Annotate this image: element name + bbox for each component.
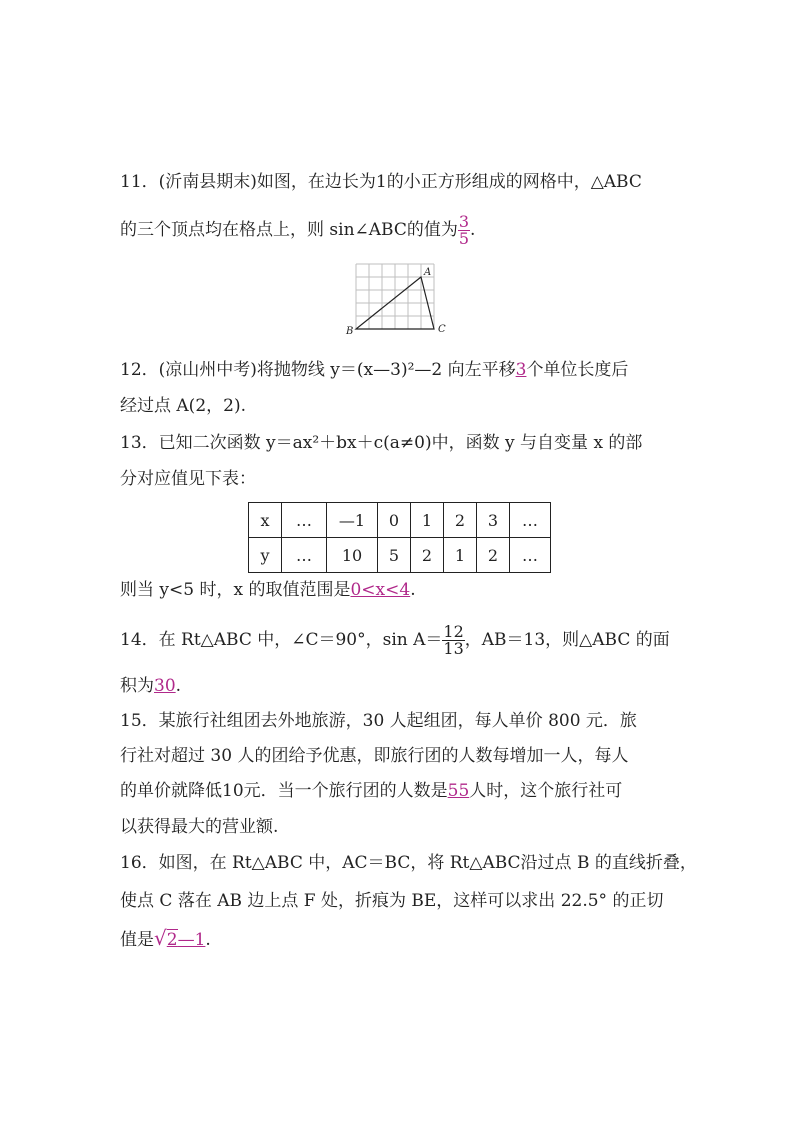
q15-line1: 15．某旅行社组团去外地旅游，30 人起组团，每人单价 800 元．旅 xyxy=(120,711,637,731)
table-cell: 1 xyxy=(411,503,444,538)
table-cell: —1 xyxy=(327,503,378,538)
q12-line1 xyxy=(120,358,628,382)
q14-fraction-numerator: 12 xyxy=(443,622,464,641)
label-a: A xyxy=(424,267,432,278)
q11-grid-figure xyxy=(340,258,450,342)
q12-answer: 3 xyxy=(515,360,527,380)
q12-line1-tail: 个单位长度后 xyxy=(526,360,629,380)
q15-line2: 行社对超过 30 人的团给予优惠，即旅行团的人数每增加一人，每人 xyxy=(120,746,629,766)
q15-line4: 以获得最大的营业额. xyxy=(120,817,279,837)
label-b: B xyxy=(346,326,354,337)
q11-answer-denominator: 5 xyxy=(458,229,470,248)
table-cell: 5 xyxy=(378,538,411,573)
q13-line2: 分对应值见下表： xyxy=(120,469,256,489)
q13-answer: 0<x<4 xyxy=(350,580,411,600)
q14-answer: 30 xyxy=(154,676,176,696)
table-cell: … xyxy=(282,538,327,573)
q16-period: . xyxy=(205,930,211,950)
table-cell: y xyxy=(249,538,282,573)
q14-sin-fraction xyxy=(442,624,464,657)
q14-period: . xyxy=(175,676,182,696)
table-row xyxy=(249,538,551,573)
q11-answer-numerator: 3 xyxy=(458,212,470,231)
q14-line2-text: 积为 xyxy=(120,676,154,696)
q12-line2: 经过点 A(2，2). xyxy=(120,396,246,416)
q15-line3-text: 的单价就降低10元．当一个旅行团的人数是 xyxy=(120,781,448,801)
q16-answer-radicand: 2 xyxy=(166,930,178,950)
q13-period: . xyxy=(410,580,416,600)
q12-line1-text: 12．(凉山州中考)将抛物线 y＝(x—3)²—2 向左平移 xyxy=(120,360,516,380)
q11-line1: 11．(沂南县期末)如图，在边长为1的小正方形组成的网格中，△ABC xyxy=(120,172,642,192)
q15-answer: 55 xyxy=(447,781,470,801)
q11-line2-text: 的三个顶点均在格点上，则 sin∠ABC的值为 xyxy=(120,220,458,240)
table-cell: 0 xyxy=(378,503,411,538)
table-cell: x xyxy=(249,503,282,538)
q14-fraction-denominator: 13 xyxy=(443,639,464,658)
q13-line3 xyxy=(120,578,416,602)
table-row xyxy=(249,503,551,538)
q14-line1-tail: ，AB＝13，则△ABC 的面 xyxy=(464,630,670,650)
label-c: C xyxy=(438,324,446,335)
table-cell: 2 xyxy=(477,538,510,573)
table-cell: 2 xyxy=(444,503,477,538)
q16-answer-rest: —1 xyxy=(177,930,206,950)
q13-line3-text: 则当 y<5 时，x 的取值范围是 xyxy=(120,580,351,600)
q11-answer-fraction xyxy=(458,214,470,247)
q13-line1: 13．已知二次函数 y＝ax²＋bx＋c(a≠0)中，函数 y 与自变量 x 的部 xyxy=(120,433,643,453)
q14-line1-text: 14．在 Rt△ABC 中，∠C＝90°，sin A＝ xyxy=(120,630,443,650)
table-cell: 3 xyxy=(477,503,510,538)
q11-period: . xyxy=(470,220,476,240)
q16-line1: 16．如图，在 Rt△ABC 中，AC＝BC，将 Rt△ABC沿过点 B 的直线折叠， xyxy=(120,853,697,873)
q15-line3-tail: 人时，这个旅行社可 xyxy=(469,781,623,801)
table-cell: … xyxy=(510,503,551,538)
q13-value-table xyxy=(248,502,551,573)
q11-line2 xyxy=(120,214,475,247)
table-cell: 10 xyxy=(327,538,378,573)
q16-line3 xyxy=(120,926,211,952)
q14-line1 xyxy=(120,624,670,657)
sqrt-icon: √ xyxy=(154,926,167,950)
table-cell: … xyxy=(282,503,327,538)
q15-line3 xyxy=(120,779,622,803)
table-cell: 1 xyxy=(444,538,477,573)
q16-line3-text: 值是 xyxy=(120,930,154,950)
q16-answer xyxy=(154,926,205,952)
q16-line2: 使点 C 落在 AB 边上点 F 处，折痕为 BE，这样可以求出 22.5° 的正切 xyxy=(120,891,664,911)
table-cell: … xyxy=(510,538,551,573)
q14-line2 xyxy=(120,674,181,698)
table-cell: 2 xyxy=(411,538,444,573)
